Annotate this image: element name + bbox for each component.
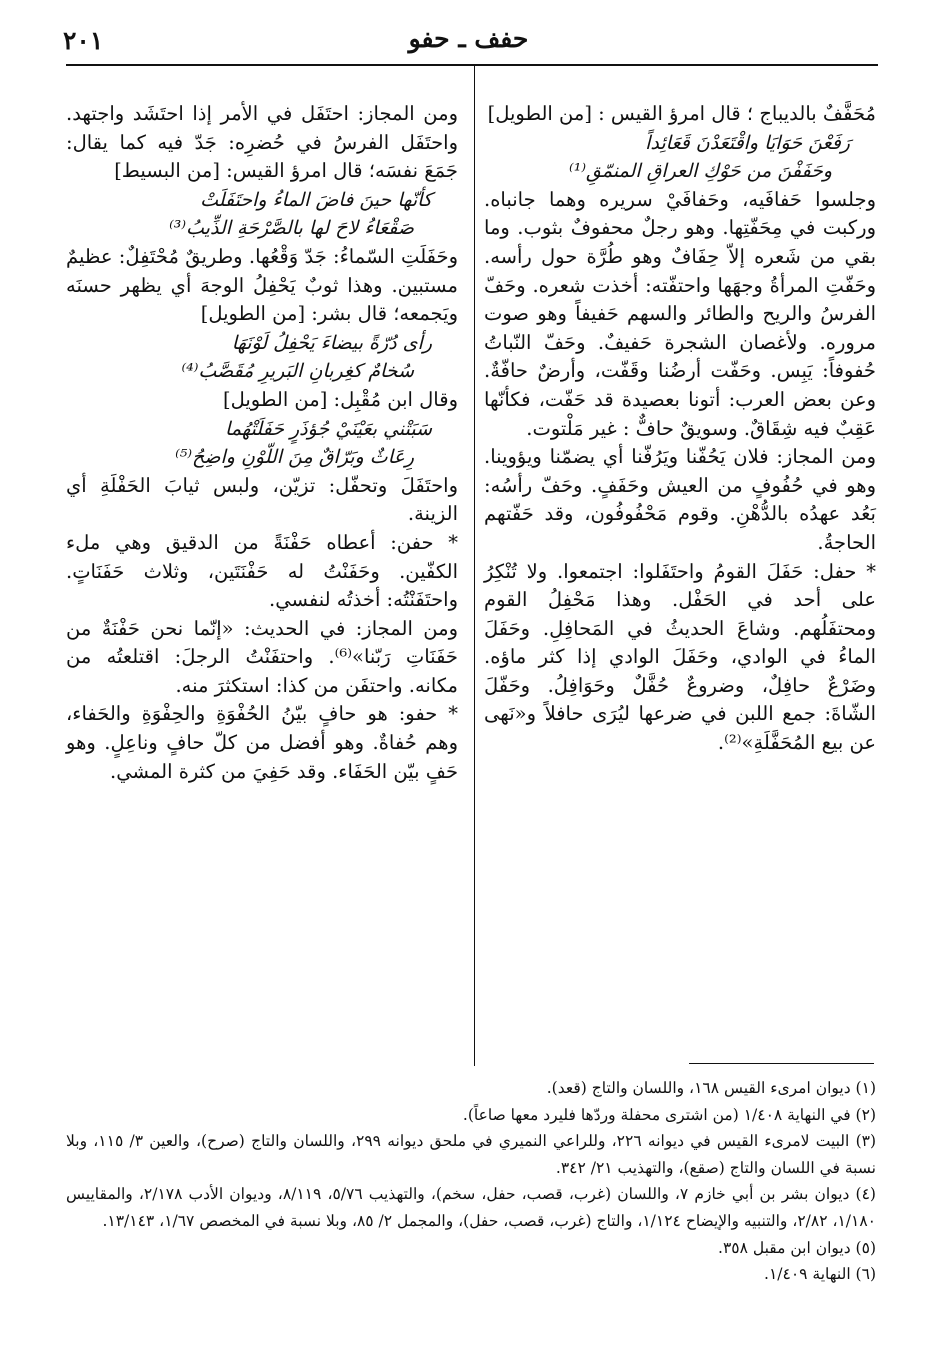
entry-hafw: * حفو: هو حافٍ بيّنُ الحُفْوَةِ والحِفْوَةِ والحَفاء، وهم حُفاةٌ. وهو أفضل من كلّ حافٍ وناعِلٍ. وهو حَفٍ بيّن الحَفَاء. وقد حَفِيَ من كثرة المشي.	[66, 702, 458, 783]
verse-line: سُخامٌ كغِربانِ البَريرِ مُقَصَّبُ⁽⁴⁾	[181, 360, 414, 383]
paragraph: ومن المجاز: احتَفَل في الأمر إذا احتَشَد واجتهد. واحتَفَل الفرسُ في حُضرِه: جَدّ فيه كما يقال: جَمَعَ نفسَه؛ قال امرؤ القيس: [من البسيط]	[66, 102, 458, 183]
entry-hafal: * حفل: حَفَلَ القومُ واحتَفَلوا: اجتمعوا. ولا تُنْكِرُ على أحد في الحَفْل. وهذا مَحْفِلُ القوم ومحتفَلُهم. وشاعَ الحديثُ في المَحافِلِ. وحَفَلَ الماءُ في الوادي، وحَفَلَ الوادي إذا كثر ماؤه. وضَرْعٌ حافِلٌ، وضروعٌ حُفَّلٌ وحَوَافِلُ. وحَفّلَ الشّاةَ: جمع اللبن في ضرعها ليُرَى حافلاً و«نَهى عن بيع المُحَفَّلَةِ»⁽²⁾.	[484, 559, 876, 755]
page-header	[55, 22, 882, 62]
footnotes	[66, 1075, 876, 1288]
left-column	[66, 100, 458, 786]
footnote: (٤) ديوان بشر بن أبي خازم ٧، واللسان (غرب، قصب، حفل، سخم)، والتهذيب ٥/٧٦، ٨/١١٩، وديوان الأدب ٢/١٧٨، والمقاييس ١/١٨٠، ٢/٨٢، والتنبيه والإيضاح ١/١٢٤، والتاج (غرب، قصب، حفل)، والمجمل ٢/ ٨٥، وبلا نسبة في المخصص ١/٦٧، ١٣/١٤٣.	[66, 1185, 876, 1230]
page-title: حفف ـ حفو	[408, 24, 529, 53]
verse-line: صَقْعَاءُ لاحَ لها بالصَّرْحَةِ الذِّيبُ⁽³⁾	[169, 217, 414, 240]
paragraph: ومن المجاز: في الحديث: «إنّما نحن حَفْنَةٌ من حَفَنَاتِ رَبّنا»⁽⁶⁾. واحتفَنْتُ الرجلَ: اقتلعتُه من مكانه. واحتفَن من كذا: استكثرَ منه.	[66, 616, 458, 697]
verse-line: رِعَاثٌ وبَرّاقٌ مِنَ اللّوْنِ واضِحُ⁽⁵⁾	[175, 446, 414, 469]
right-column	[484, 100, 876, 758]
verse-line: رَفَعْنَ حَوَايَا واقْتَعَدْنَ قَعَائِداً	[645, 131, 850, 154]
header-divider	[66, 64, 878, 66]
verse-line: رأى دُرّةً بيضاءَ يَحْفِلُ لَوْنَهَا	[231, 331, 432, 354]
column-divider	[474, 66, 475, 1066]
paragraph: ومن المجاز: فلان يَحُفّنا ويَرُفّنا أي يضمّنا ويؤوينا. وهو في حُفُوفٍ من العيش وحَفَفٍ. وحَفّ رأسُه: بَعُد عهدُه بالدُّهْنِ. وقوم مَحْفُوفُون، وقد حَفّتهم الحاجةُ.	[484, 445, 876, 554]
footnote: (٣) البيت لامرىء القيس في ديوانه ٢٢٦، وللراعي النميري في ملحق ديوانه ٢٩٩، واللسان والتاج (صرح)، والعين ٣/ ١١٥، وبلا نسبة في اللسان والتاج (صقع)، والتهذيب ٢١/ ٣٤٢.	[66, 1132, 877, 1177]
verse-line: كأنّها حينَ فاضَ الماءُ واحتَفَلَتْ	[200, 188, 432, 211]
paragraph: واحتَفَلَ وتحفّل: تزيّن، ولبس ثيابَ الحَفْلَةِ أي الزينة.	[66, 473, 458, 526]
verse-line: سَبَتْني بعَيْنَيْ جُؤذَرٍ حَفَلَتْهُما	[225, 417, 432, 440]
footnote: (٥) ديوان ابن مقبل ٣٥٨.	[718, 1238, 876, 1257]
verse-line: وحَفَفْنَ من حَوْكِ العراقِ المنمّقِ⁽¹⁾	[569, 160, 832, 183]
page-number: ٢٠١	[63, 26, 104, 55]
entry-hafan: * حفن: أعطاه حَفْنَةً من الدقيق وهي ملء الكفّين. وحَفَنْتُ له حَفْنَتَين، وثلاث حَفَنَاتٍ. واحتَفَنْتُه: أخذتُه لنفسي.	[66, 530, 458, 612]
paragraph: وجلسوا حَفافَيه، وحَفافَيْ سريره وهما جانباه. وركبت في مِحَفّتِها. وهو رجلٌ محفوفٌ بثوب. وما بقي من شَعره إلاّ حِفَافٌ وهو طُرَّة حول رأسه. وحَفّتِ المرأةُ وجهَها واحتفّته: أخذت شعره. وحَفّ الفرسُ والريح والطائر والسهم حَفيفاً وهو صوت مروره. ولأغصان الشجرة حَفيفٌ. وحَفّ النّباتُ حُفوفاً: يَبِس. وحَفّت أرضُنا وقَفّت، وأرضٌ حافّةٌ. وعن بعض العرب: أتونا بعصيدة قد حَفّت، فكأنّها عَقِبٌ فيه شِقَاقٌ. وسويقٌ حافٌّ : غير مَلْتوت.	[484, 187, 876, 440]
footnote: (٢) في النهاية ١/٤٠٨ (من اشترى محفلة وردّها فليرد معها صاعاً).	[462, 1105, 876, 1124]
paragraph: وحَفَلَتِ السّماءُ: جَدّ وَقْعُها. وطريقٌ مُحْتَفِلٌ: عظيمٌ مستبين. وهذا ثوبٌ يَحْفِلُ الوجهَ أي يظهر حسنَه ويَجمعه؛ قال بشر: [من الطويل]	[66, 244, 458, 326]
footnote: (٦) النهاية ١/٤٠٩.	[764, 1265, 876, 1284]
paragraph: مُحَفَّفٌ بالديباج ؛ قال امرؤ القيس : [من الطويل]	[487, 102, 876, 125]
footnote: (١) ديوان امرىء القيس ١٦٨، واللسان والتاج (قعد).	[546, 1079, 876, 1097]
footnote-divider	[689, 1063, 874, 1064]
paragraph: وقال ابن مُقْبِل: [من الطويل]	[223, 387, 458, 411]
